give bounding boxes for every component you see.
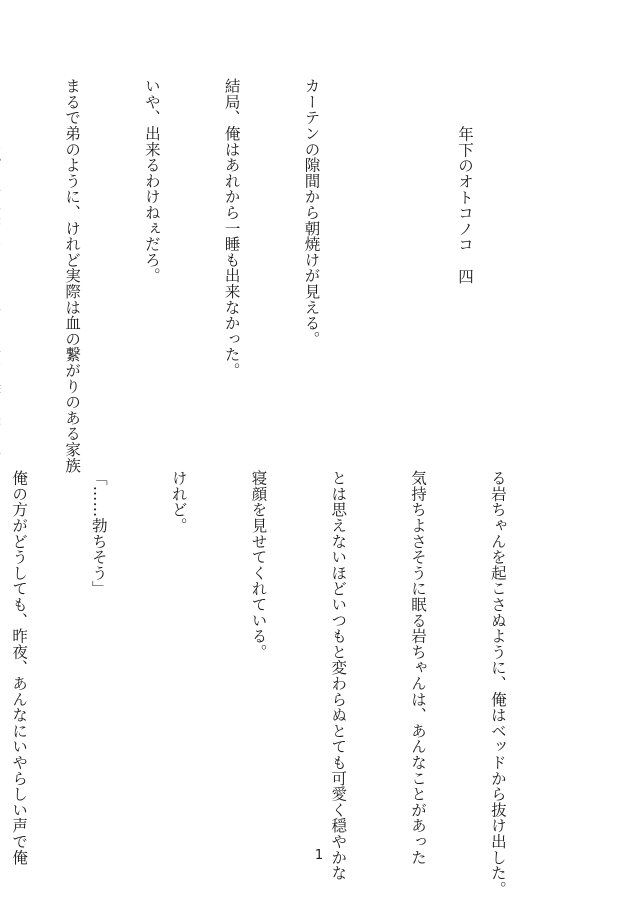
text-line: 寝顔を見せてくれている。 (249, 470, 268, 660)
text-line: けれど。 (169, 470, 188, 534)
text-line: 気持ちよさそうに眠る岩ちゃんは、あんなことがあった (409, 470, 428, 865)
text-line: 「……勃ちそう」 (89, 470, 108, 597)
text-line: 俺の方がどうしても、昨夜、あんなにいやらしい声で俺 (10, 470, 29, 865)
text-line: 結局、俺はあれから一睡も出来なかった。 (222, 78, 241, 379)
text-line: カーテンの隙間から朝焼けが見える。 (302, 78, 321, 347)
text-line (0, 78, 5, 478)
page-number: 1 (314, 848, 324, 863)
upper-text-block (0, 78, 484, 478)
text-line: る岩ちゃんを起こさぬように、俺はベッドから抜け出した。 (488, 470, 507, 897)
lower-text-block (0, 470, 564, 897)
text-line: まるで弟のように、けれど実際は血の繋がりのある家族 (63, 78, 82, 473)
chapter-title: 年下のオトコノコ 四 (456, 126, 474, 284)
text-line: いや、出来るわけねぇだろ。 (142, 78, 161, 284)
text-line: とは思えないほどいつもと変わらぬとても可愛く穏やかな (329, 470, 348, 881)
